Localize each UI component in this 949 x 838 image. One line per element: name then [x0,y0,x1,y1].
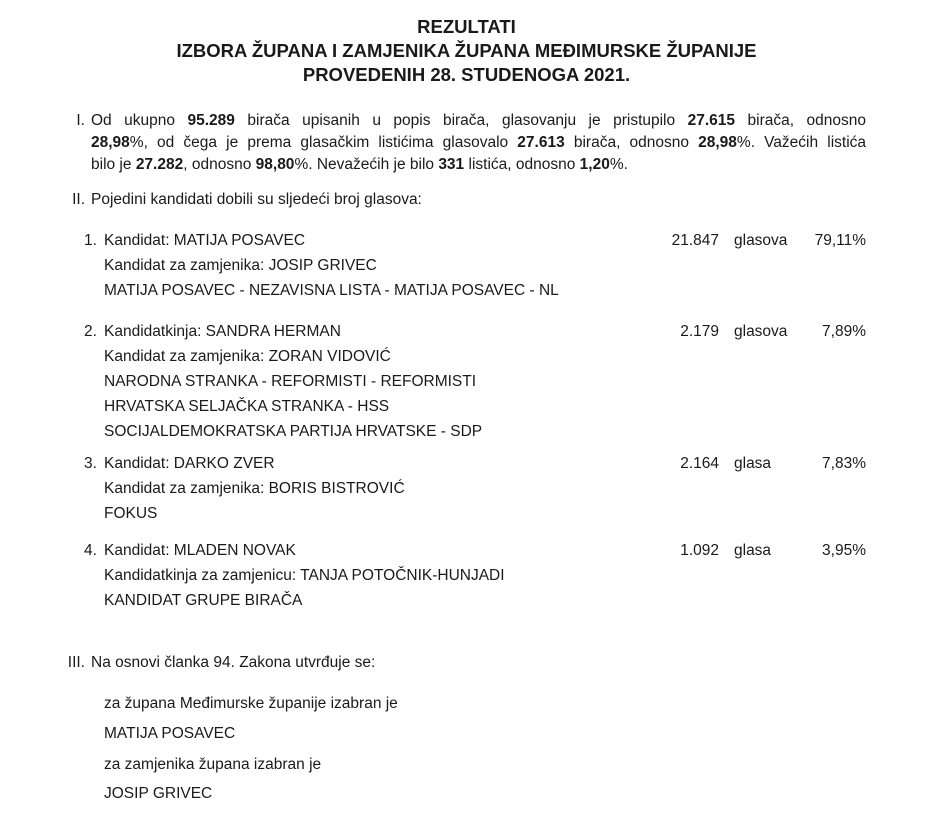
section-votes-heading: Pojedini kandidati dobili su sljedeći broj glasova: [91,191,422,208]
column-gap [719,228,734,253]
candidate-votes-label: glasa [734,542,772,559]
title-line-3: PROVEDENIH 28. STUDENOGA 2021. [302,64,631,85]
candidate-percent: 3,95% [822,542,866,559]
section-decision-heading: Na osnovi članka 94. Zakona utvrđuje se: [91,654,376,671]
section-decision-label: III. [67,654,85,671]
candidate-deputy: Kandidat za zamjenika: ZORAN VIDOVIĆ [104,348,391,365]
section-votes-label: II. [72,191,85,208]
decision-elected-deputy: JOSIP GRIVEC [104,785,213,802]
candidate-result-row [104,538,866,563]
section-votes [67,187,866,212]
candidate-number: 3. [84,455,97,472]
candidate-votes-label: glasova [734,232,788,249]
candidate-votes-label: glasova [734,323,788,340]
candidate-block-3 [84,451,866,526]
candidate-body [104,451,866,526]
candidate-party: FOKUS [104,505,158,522]
decision-elected-zupan: MATIJA POSAVEC [104,725,236,742]
turnout-paragraph-line: 28,98%, od čega je prema glasačkim listićima glasovalo 27.613 birača, odnosno 28,98%. Važećih listića [91,134,867,151]
candidate-body [104,538,866,613]
candidate-votes: 1.092 [680,542,719,559]
candidate-votes: 2.179 [680,323,719,340]
candidate-deputy: Kandidat za zamjenika: JOSIP GRIVEC [104,257,377,274]
candidate-result-row [104,228,866,253]
candidate-party: NARODNA STRANKA - REFORMISTI - REFORMISTI [104,373,477,390]
section-decision [67,650,866,675]
candidate-result-row [104,451,866,476]
candidate-number: 1. [84,232,97,249]
column-gap [719,451,734,476]
turnout-paragraph-line: bilo je 27.282, odnosno 98,80%. Nevažećih je bilo 331 listića, odnosno 1,20%. [91,156,628,173]
document-title [67,15,866,87]
candidate-deputy: Kandidatkinja za zamjenicu: TANJA POTOČNIK-HUNJADI [104,567,505,584]
candidate-party: MATIJA POSAVEC - NEZAVISNA LISTA - MATIJA POSAVEC - NL [104,282,559,299]
candidate-result-row [104,319,866,344]
candidate-party: KANDIDAT GRUPE BIRAČA [104,592,303,609]
candidate-block-4 [84,538,866,613]
column-gap [719,319,734,344]
candidate-name: Kandidat: MLADEN NOVAK [104,542,296,559]
turnout-paragraph-line: Od ukupno 95.289 birača upisanih u popis birača, glasovanju je pristupilo 27.615 birača, odnosno [91,112,866,129]
section-turnout [67,110,866,176]
candidate-body [104,228,866,303]
title-line-2: IZBORA ŽUPANA I ZAMJENIKA ŽUPANA MEĐIMURSKE ŽUPANIJE [176,40,757,61]
candidate-number: 4. [84,542,97,559]
section-turnout-body [91,110,866,176]
candidate-votes: 2.164 [680,455,719,472]
candidate-block-1 [84,228,866,303]
candidate-votes-label: glasa [734,455,772,472]
candidate-percent: 7,83% [822,455,866,472]
candidate-block-2 [84,319,866,444]
candidate-party: HRVATSKA SELJAČKA STRANKA - HSS [104,398,390,415]
candidate-percent: 7,89% [822,323,866,340]
candidate-party: SOCIJALDEMOKRATSKA PARTIJA HRVATSKE - SDP [104,423,483,440]
section-turnout-label: I. [76,112,85,129]
candidate-name: Kandidat: DARKO ZVER [104,455,275,472]
candidate-name: Kandidat: MATIJA POSAVEC [104,232,306,249]
candidate-body [104,319,866,444]
decision-line-zupan: za župana Međimurske županije izabran je [104,695,398,712]
column-gap [719,538,734,563]
candidate-votes: 21.847 [671,232,719,249]
candidate-deputy: Kandidat za zamjenika: BORIS BISTROVIĆ [104,480,405,497]
decision-line-deputy: za zamjenika župana izabran je [104,756,322,773]
candidate-number: 2. [84,323,97,340]
candidate-name: Kandidatkinja: SANDRA HERMAN [104,323,341,340]
title-line-1: REZULTATI [417,16,516,37]
candidate-percent: 79,11% [814,232,866,249]
